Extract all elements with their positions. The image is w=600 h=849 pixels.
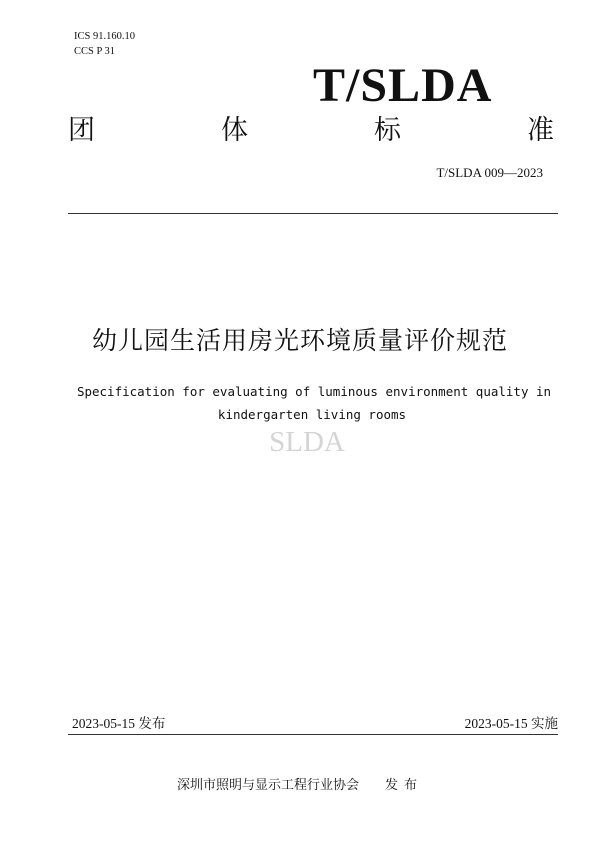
standard-code: T/SLDA bbox=[313, 59, 493, 112]
document-title-english-line-2: kindergarten living rooms bbox=[217, 407, 407, 422]
group-standard-char-4: 准 bbox=[527, 115, 554, 146]
watermark: SLDA bbox=[269, 426, 345, 458]
ccs-code: CCS P 31 bbox=[74, 46, 116, 57]
implementation-date: 2023-05-15 实施 bbox=[464, 716, 558, 731]
document-title-english-line-1: Specification for evaluating of luminous environment quality in bbox=[76, 384, 552, 399]
group-standard-char-1: 团 bbox=[68, 115, 95, 146]
bottom-divider bbox=[68, 734, 558, 735]
document-title-chinese: 幼儿园生活用房光环境质量评价规范 bbox=[91, 326, 508, 355]
publisher-name: 深圳市照明与显示工程行业协会 bbox=[176, 778, 359, 793]
standard-number: T/SLDA 009—2023 bbox=[436, 165, 543, 180]
issue-date: 2023-05-15 发布 bbox=[72, 716, 166, 731]
group-standard-heading bbox=[68, 114, 554, 148]
top-divider bbox=[68, 213, 558, 214]
publish-action: 发布 bbox=[385, 778, 424, 793]
ics-code: ICS 91.160.10 bbox=[74, 31, 135, 42]
group-standard-char-2: 体 bbox=[221, 115, 248, 146]
publisher-line bbox=[0, 777, 600, 795]
group-standard-char-3: 标 bbox=[374, 115, 401, 146]
